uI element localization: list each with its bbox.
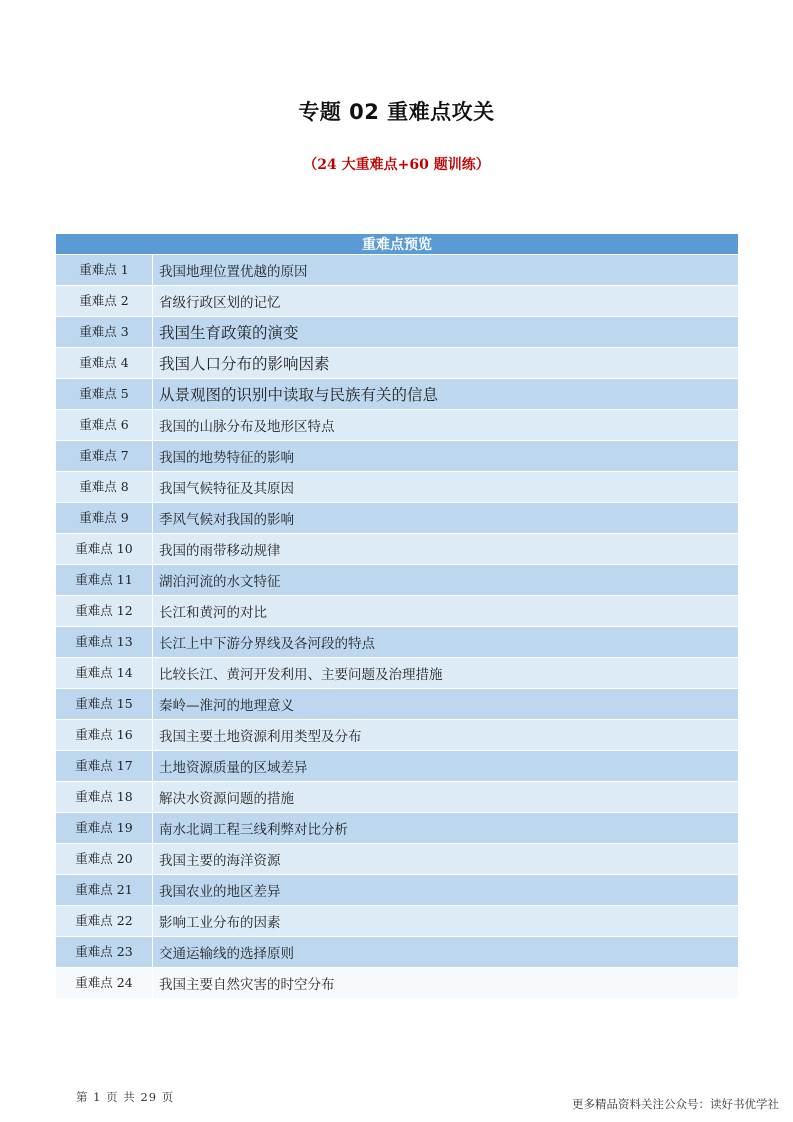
table-row [56,968,738,999]
row-topic: 土地资源质量的区域差异 [159,760,308,776]
row-index: 重难点 11 [56,565,153,595]
table-row [56,286,738,317]
row-topic: 我国的雨带移动规律 [159,543,281,559]
table-row [56,751,738,782]
row-index: 重难点 3 [56,317,153,347]
row-topic: 我国地理位置优越的原因 [159,264,308,280]
table-row [56,503,738,534]
row-index: 重难点 10 [56,534,153,564]
table-row [56,317,738,348]
row-index: 重难点 23 [56,937,153,967]
table-body [56,255,738,999]
document-title: 专题 02 重难点攻关 [298,100,495,124]
row-index: 重难点 1 [56,255,153,285]
row-topic: 影响工业分布的因素 [159,915,281,931]
footer-note: 更多精品资料关注公众号：读好书优学社 [572,1097,779,1111]
row-topic: 交通运输线的选择原则 [159,946,294,962]
table-row [56,937,738,968]
row-topic: 从景观图的识别中读取与民族有关的信息 [159,386,439,404]
row-index: 重难点 2 [56,286,153,316]
row-index: 重难点 21 [56,875,153,905]
row-topic: 长江上中下游分界线及各河段的特点 [159,636,375,652]
row-index: 重难点 6 [56,410,153,440]
row-index: 重难点 22 [56,906,153,936]
row-topic: 我国人口分布的影响因素 [159,355,330,373]
row-topic: 我国气候特征及其原因 [159,481,294,497]
row-index: 重难点 15 [56,689,153,719]
table-row [56,534,738,565]
table-row [56,720,738,751]
row-topic: 我国的地势特征的影响 [159,450,294,466]
row-index: 重难点 5 [56,379,153,409]
row-index: 重难点 12 [56,596,153,626]
row-topic: 比较长江、黄河开发利用、主要问题及治理措施 [159,667,443,683]
table-row [56,441,738,472]
row-topic: 我国主要土地资源利用类型及分布 [159,729,362,745]
row-topic: 我国农业的地区差异 [159,884,281,900]
row-topic: 南水北调工程三线利弊对比分析 [159,822,348,838]
table-row [56,348,738,379]
row-index: 重难点 18 [56,782,153,812]
row-index: 重难点 9 [56,503,153,533]
row-topic: 省级行政区划的记忆 [159,295,281,311]
table-row [56,255,738,286]
row-topic: 我国主要的海洋资源 [159,853,281,869]
preview-table [56,234,738,999]
row-index: 重难点 16 [56,720,153,750]
row-topic: 我国主要自然灾害的时空分布 [159,977,335,993]
table-row [56,813,738,844]
row-topic: 湖泊河流的水文特征 [159,574,281,590]
table-row [56,782,738,813]
row-index: 重难点 7 [56,441,153,471]
row-topic: 我国的山脉分布及地形区特点 [159,419,335,435]
table-row [56,379,738,410]
row-topic: 秦岭—淮河的地理意义 [159,698,294,714]
table-row [56,627,738,658]
row-index: 重难点 17 [56,751,153,781]
row-index: 重难点 4 [56,348,153,378]
row-index: 重难点 20 [56,844,153,874]
row-index: 重难点 8 [56,472,153,502]
table-row [56,875,738,906]
table-row [56,844,738,875]
table-row [56,906,738,937]
row-index: 重难点 24 [56,968,153,998]
table-header: 重难点预览 [56,234,738,255]
row-topic: 季风气候对我国的影响 [159,512,294,528]
row-index: 重难点 19 [56,813,153,843]
table-row [56,472,738,503]
row-index: 重难点 13 [56,627,153,657]
page-number: 第 1 页 共 29 页 [76,1090,175,1104]
table-row [56,658,738,689]
table-row [56,565,738,596]
table-row [56,410,738,441]
table-row [56,596,738,627]
row-topic: 长江和黄河的对比 [159,605,267,621]
table-row [56,689,738,720]
row-index: 重难点 14 [56,658,153,688]
document-subtitle: （24 大重难点+60 题训练） [303,157,490,173]
row-topic: 解决水资源问题的措施 [159,791,294,807]
row-topic: 我国生育政策的演变 [159,324,299,342]
